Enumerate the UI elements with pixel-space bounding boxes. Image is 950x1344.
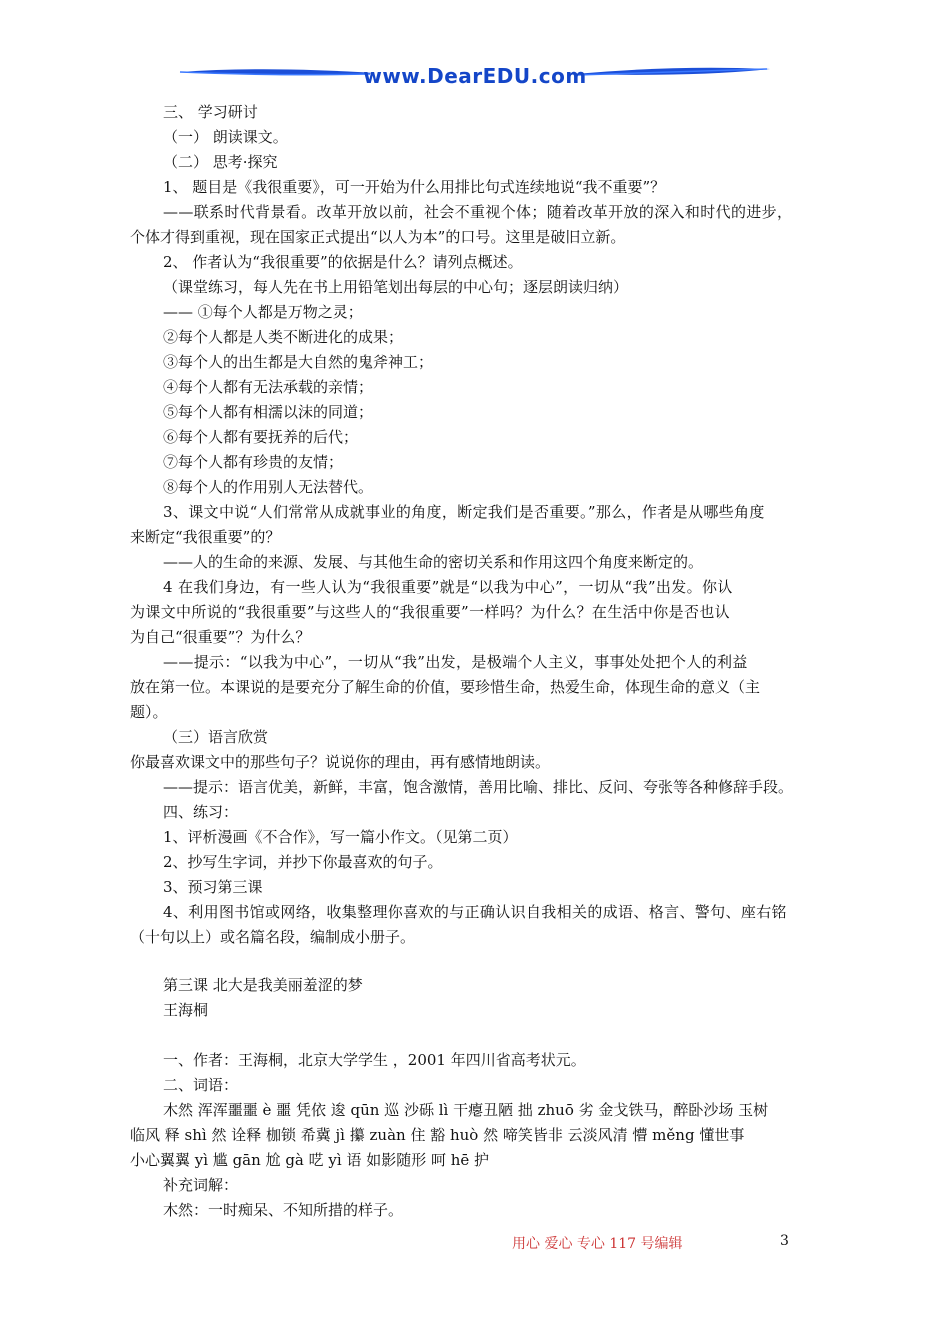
page-number: 3 [780,1233,789,1249]
text-line: 木然 浑浑噩噩 è 噩 凭依 逡 qūn 巡 沙砾 lì 干瘪丑陋 拙 zhuō 劣 金戈铁马，醉卧沙场 玉树 [163,1101,769,1119]
text-line: ——提示：语言优美，新鲜，丰富，饱含激情，善用比喻、排比、反问、夸张等各种修辞手段。 [163,778,794,796]
text-line: ⑦每个人都有珍贵的友情； [163,453,344,471]
text-line: 3、课文中说“人们常常从成就事业的角度，断定我们是否重要。”那么，作者是从哪些角度 [163,503,765,521]
footer-note: 用心 爱心 专心 117 号编辑 [512,1236,683,1252]
text-line: ——提示：“以我为中心”，一切从“我”出发，是极端个人主义，事事处处把个人的利益 [163,653,748,671]
text-line: ⑤每个人都有相濡以沫的同道； [163,403,374,421]
lesson-title: 第三课 北大是我美丽羞涩的梦 [163,976,363,994]
text-line: 三、 学习研讨 [163,103,258,121]
text-line: 来断定“我很重要”的？ [130,528,281,546]
text-line: （一） 朗读课文。 [163,128,288,146]
text-line: 放在第一位。本课说的是要充分了解生命的价值，要珍惜生命，热爱生命，体现生命的意义（主 [130,678,761,696]
text-line: 为自己“很重要”？为什么？ [130,628,311,646]
text-line: ②每个人都是人类不断进化的成果； [163,328,404,346]
text-line: —— ①每个人都是万物之灵； [163,303,363,321]
text-line: 二、词语： [163,1076,239,1094]
text-line: ⑥每个人都有要抚养的后代； [163,428,359,446]
text-line: （三）语言欣赏 [163,728,269,746]
text-line: ④每个人都有无法承载的亲情； [163,378,374,396]
text-line: ⑧每个人的作用别人无法替代。 [163,478,374,496]
text-line: 小心翼翼 yì 尴 gān 尬 gà 呓 yì 语 如影随形 呵 hē 护 [130,1151,490,1169]
text-line: 3、预习第三课 [163,878,263,896]
text-line: ——联系时代背景看。改革开放以前，社会不重视个体；随着改革开放的深入和时代的进步， [163,203,793,221]
text-line: 个体才得到重视，现在国家正式提出“以人为本”的口号。这里是破旧立新。 [130,228,626,246]
text-line: （十句以上）或名篇名段，编制成小册子。 [130,928,416,946]
text-line: ③每个人的出生都是大自然的鬼斧神工； [163,353,434,371]
text-line: 临风 释 shì 然 诠释 枷锁 希冀 jì 攥 zuàn 住 豁 huò 然 啼笑皆非 云淡风清 懵 měng 懂世事 [130,1126,745,1144]
text-line: 你最喜欢课文中的那些句子？说说你的理由，再有感情地朗读。 [130,753,551,771]
text-line: 木然：一时痴呆、不知所措的样子。 [163,1201,404,1219]
site-url: www.DearEDU.com [363,64,587,88]
text-line: 4、利用图书馆或网络，收集整理你喜欢的与正确认识自我相关的成语、格言、警句、座右铭 [163,903,787,921]
text-line: 4 在我们身边，有一些人认为“我很重要”就是“以我为中心”，一切从“我”出发。你认 [163,578,733,596]
text-line: 2、 作者认为“我很重要”的依据是什么？请列点概述。 [163,253,523,271]
text-line: 题）。 [130,703,168,721]
text-line: 为课文中所说的“我很重要”与这些人的“我很重要”一样吗？为什么？在生活中你是否也认 [130,603,731,621]
text-line: （课堂练习，每人先在书上用铅笔划出每层的中心句；逐层朗读归纳） [163,278,629,296]
text-line: 1、 题目是《我很重要》，可一开始为什么用排比句式连续地说“我不重要”？ [163,178,666,196]
text-line: ——人的生命的来源、发展、与其他生命的密切关系和作用这四个角度来断定的。 [163,553,704,571]
text-line: 1、评析漫画《不合作》，写一篇小作文。（见第二页） [163,828,518,846]
text-line: 一、作者：王海桐，北京大学学生 ，2001 年四川省高考状元。 [163,1051,586,1069]
text-line: 四、练习： [163,803,239,821]
text-line: 2、抄写生字词，并抄下你最喜欢的句子。 [163,853,443,871]
author-name: 王海桐 [163,1001,209,1019]
text-line: （二） 思考·探究 [163,153,278,171]
text-line: 补充词解： [163,1176,239,1194]
